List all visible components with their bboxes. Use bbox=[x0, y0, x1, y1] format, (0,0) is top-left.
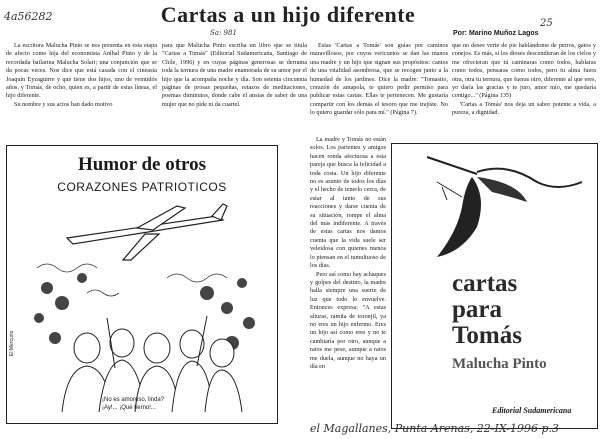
confetti-icon bbox=[34, 273, 255, 350]
page-annotation: 25 bbox=[540, 18, 553, 29]
section-annotation: Sa: 981 bbox=[210, 29, 237, 37]
streamer-icon bbox=[37, 264, 227, 296]
paragraph: Su nombre y sus actos han dado motivo bbox=[14, 100, 113, 108]
paragraph: 'Cartas a Tomás' nos deja un sabor potente a vida, a pureza, a dignidad. bbox=[452, 100, 596, 117]
cartoon-box bbox=[6, 145, 278, 424]
book-title-line-1: cartas bbox=[452, 270, 518, 297]
stork-icon bbox=[417, 152, 587, 262]
archive-number-annotation: 4a56282 bbox=[4, 10, 53, 23]
article-title: Cartas a un hijo diferente bbox=[160, 2, 416, 27]
paragraph: La madre y Tomás no están solos. Los parientes y amigos hacen ronda afectuosa a esta pareja que busca la felicidad a toda costa. Un hijo diferente no es asunto de todos los días y el hecho de tenerlo cerca, de estar al tanto de sus reacciones y darse cuenta de su situación, rompe el alma del más indiferente. A través de estas cartas nos damos cuenta que la vida suele ser veleidosa con quienes menos lo piensan en el tumultuoso de los días. bbox=[310, 136, 386, 270]
cartoon-caption-1: ¡No es amoroso, linda? bbox=[102, 397, 165, 403]
cartoon-caption-2: ¡Ay!... ¡Qué tierno!... bbox=[102, 405, 156, 411]
paragraph: Estas 'Cartas a Tomás' son guías por caminos maravillosos, por cuyos vericuetos se dan las manos una madre y un hijo que signan sus propósitos: cantos de una vitalidad asombrosa, que se recogen junto a la humedad de los jardines. Dice la madre: "Tomasito, corazón de amapola, te quiero pedir permiso para publicar estas cartas. Ellas te pertenecen. Me gustaría compartir con los demás el tesoro que me trajiste. No lo quiero guardar sólo para mí." (Página 7). bbox=[310, 42, 448, 117]
article-column-3-top bbox=[310, 42, 448, 134]
book-title-line-3: Tomás bbox=[452, 322, 522, 349]
book-publisher: Editorial Sudamericana bbox=[492, 406, 572, 415]
paragraph: que no desee verte de pie hablándome de perros, gatos y conejos. Es más, si los dioses descendieran de los cielos y me ofrecieran que tú caminaras como todos, hablaras como todos, pensaras como todos, pero tu alma fuera otra, otra tu ternura, que fueras otro, diferente al que eres, yo daría las gracias y te juro, amor mío, me quedaría contigo..." (Página 135) bbox=[452, 42, 596, 100]
paragraph: La escritora Malucha Pinto se nos presenta en esta etapa de afecto como hija del economista Aníbal Pinto y de la recordada bailarina Malucha Solari; una conjunción que se da pocas veces. Nos dice que está casada con el cineasta Joaquín Eyzaguirre y que tiene dos hijos, uno de veintidós años, y Tomás, de ocho, quien es, a partir de estas líneas, el hijo diferente. bbox=[6, 42, 157, 100]
source-annotation: el Magallanes, Punta Arenas, 22-IX-1996 p.3 bbox=[310, 422, 560, 435]
article-column-2 bbox=[162, 42, 307, 109]
paragraph: Pero así como hay achaques y golpes del destino, la madre halla siempre una suerte de luz que todo lo envuelve. Entonces expresa: "A estas alturas, ramita de toronjil, ya no eres un hijo enfermo. Eres un hijo así como eres y no te cambiaría por otro, aunque a ratos me pese, aunque a ratos me duela, aunque no haya un día en bbox=[310, 270, 386, 370]
paragraph: para que Malucha Pinto escriba un libro que se titula "Cartas a Tomás" (Editorial Sudamericana, Santiago de Chile, 1996) y en cuyas páginas generosas se derrama toda la ternura de una madre enamorada de su amor por el hijo que la acompaña noche y día. Son setenta cincuenta páginas de prosas pequeñas, retazos de meditaciones, poemas diminutos, donde cabe el ansias de saber de una mujer que no pide ni da cuartel. bbox=[162, 42, 307, 108]
article-column-4 bbox=[452, 42, 596, 118]
cartoon-illustration bbox=[27, 198, 262, 412]
book-cover bbox=[391, 143, 598, 429]
cartoon-subtitle: CORAZONES PATRIOTICOS bbox=[57, 180, 227, 194]
book-author: Malucha Pinto bbox=[452, 356, 547, 372]
airplane-icon bbox=[67, 204, 227, 260]
article-column-1 bbox=[6, 42, 157, 109]
article-byline: Por: Marino Muñoz Lagos bbox=[453, 30, 539, 37]
cartoon-credit: El Mercurio bbox=[9, 330, 15, 356]
article-column-3-bottom bbox=[310, 136, 386, 424]
book-title-line-2: para bbox=[452, 296, 502, 323]
cartoon-title: Humor de otros bbox=[77, 154, 207, 175]
